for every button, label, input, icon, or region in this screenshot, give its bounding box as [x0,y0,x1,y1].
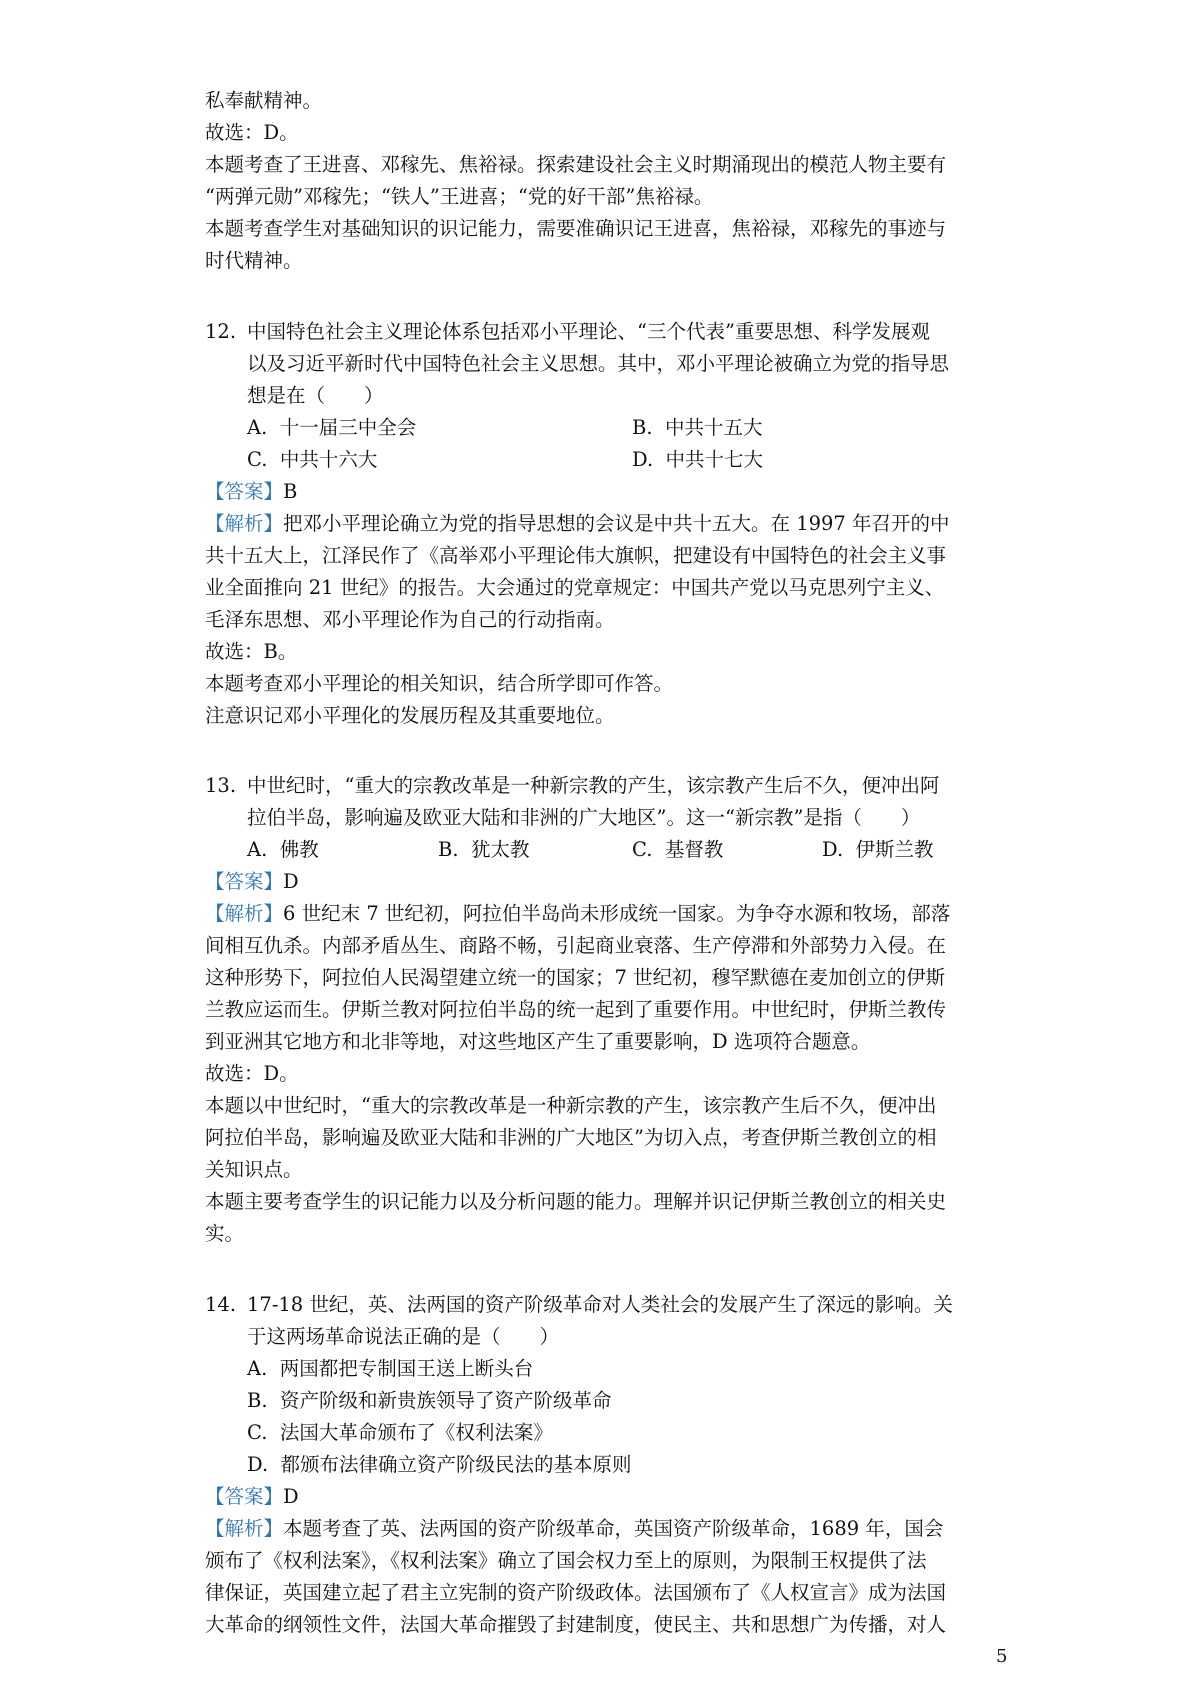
analysis-tag: 【解析】 [205,512,284,535]
q13-analysis-line: 实。 [205,1222,245,1245]
q12-option-a: A. 十一届三中全会 [247,416,417,439]
q12-option-b: B. 中共十五大 [632,416,763,439]
q14-option-b: B. 资产阶级和新贵族领导了资产阶级革命 [247,1389,612,1412]
q14-answer: 【答案】D [205,1485,299,1508]
analysis-tag: 【解析】 [205,902,284,925]
q12-option-d: D. 中共十七大 [632,448,764,471]
q12-analysis-line: 共十五大上，江泽民作了《高举邓小平理论伟大旗帜，把建设有中国特色的社会主义事 [205,544,947,567]
q14-analysis-line: 颁布了《权利法案》，《权利法案》确立了国会权力至上的原则，为限制王权提供了法 [205,1549,927,1572]
q13-analysis-line: 【解析】6 世纪末 7 世纪初，阿拉伯半岛尚未形成统一国家。为争夺水源和牧场，部落 [205,902,951,925]
q13-analysis-line: 阿拉伯半岛，影响遍及欧亚大陆和非洲的广大地区”为切入点，考查伊斯兰教创立的相 [205,1126,937,1149]
q13-stem-line: 拉伯半岛，影响遍及欧亚大陆和非洲的广大地区”。这一“新宗教”是指（ ） [247,806,921,829]
q14-number: 14. [205,1293,237,1316]
q13-number: 13. [205,774,237,797]
q13-analysis-line: 间相互仇杀。内部矛盾丛生、商路不畅，引起商业衰落、生产停滞和外部势力入侵。在 [205,934,947,957]
q14-analysis-line: 律保证，英国建立起了君主立宪制的资产阶级政体。法国颁布了《人权宣言》成为法国 [205,1581,947,1604]
q13-option-a: A. 佛教 [247,838,319,861]
q13-analysis-line: 故选：D。 [205,1062,299,1085]
q12-analysis-line: 业全面推向 21 世纪》的报告。大会通过的党章规定：中国共产党以马克思列宁主义、 [205,576,945,599]
q12-analysis-line: 注意识记邓小平理化的发展历程及其重要地位。 [205,704,615,727]
q12-analysis-line: 【解析】把邓小平理论确立为党的指导思想的会议是中共十五大。在 1997 年召开的中 [205,512,950,535]
q13-analysis-line: 到亚洲其它地方和北非等地，对这些地区产生了重要影响，D 选项符合题意。 [205,1030,871,1053]
q14-option-a: A. 两国都把专制国王送上断头台 [247,1357,534,1380]
answer-tag: 【答案】 [205,480,284,503]
q12-stem-line: 中国特色社会主义理论体系包括邓小平理论、“三个代表”重要思想、科学发展观 [247,320,930,343]
q13-answer: 【答案】D [205,870,299,893]
q13-option-d: D. 伊斯兰教 [822,838,934,861]
q13-option-b: B. 犹太教 [438,838,530,861]
q12-answer: 【答案】B [205,480,298,503]
q14-option-c: C. 法国大革命颁布了《权利法案》 [247,1421,553,1444]
q13-analysis-line: 本题主要考查学生的识记能力以及分析问题的能力。理解并识记伊斯兰教创立的相关史 [205,1190,947,1213]
analysis-tag: 【解析】 [205,1517,284,1540]
q14-analysis-line: 大革命的纲领性文件，法国大革命摧毁了封建制度，使民主、共和思想广为传播，对人 [205,1613,947,1636]
q14-option-d: D. 都颁布法律确立资产阶级民法的基本原则 [247,1453,632,1476]
intro-line: 本题考查了王进喜、邓稼先、焦裕禄。探索建设社会主义时期涌现出的模范人物主要有 [205,153,947,176]
q14-stem-line: 于这两场革命说法正确的是（ ） [247,1325,560,1348]
q13-analysis-line: 这种形势下，阿拉伯人民渴望建立统一的国家；7 世纪初，穆罕默德在麦加创立的伊斯 [205,966,946,989]
q12-analysis-line: 毛泽东思想、邓小平理论作为自己的行动指南。 [205,608,615,631]
q13-analysis-line: 本题以中世纪时，“重大的宗教改革是一种新宗教的产生，该宗教产生后不久，便冲出 [205,1094,937,1117]
q12-analysis-line: 本题考查邓小平理论的相关知识，结合所学即可作答。 [205,672,674,695]
page-number: 5 [996,1646,1008,1667]
q14-analysis-line: 【解析】本题考查了英、法两国的资产阶级革命，英国资产阶级革命，1689 年，国会 [205,1517,944,1540]
q13-analysis-line: 兰教应运而生。伊斯兰教对阿拉伯半岛的统一起到了重要作用。中世纪时，伊斯兰教传 [205,998,947,1021]
q12-analysis-line: 故选：B。 [205,640,298,663]
answer-tag: 【答案】 [205,1485,284,1508]
q12-stem-line: 想是在（ ） [247,384,384,407]
q12-number: 12. [205,320,237,343]
intro-line: 时代精神。 [205,249,303,272]
intro-line: 私奉献精神。 [205,89,323,112]
q12-option-c: C. 中共十六大 [247,448,378,471]
q13-option-c: C. 基督教 [632,838,724,861]
q13-stem-line: 中世纪时，“重大的宗教改革是一种新宗教的产生，该宗教产生后不久，便冲出阿 [247,774,940,797]
q14-stem-line: 17-18 世纪，英、法两国的资产阶级革命对人类社会的发展产生了深远的影响。关 [247,1293,953,1316]
q12-stem-line: 以及习近平新时代中国特色社会主义思想。其中，邓小平理论被确立为党的指导思 [247,352,950,375]
intro-line: 本题考查学生对基础知识的识记能力，需要准确识记王进喜，焦裕禄，邓稼先的事迹与 [205,217,947,240]
answer-tag: 【答案】 [205,870,284,893]
intro-line: 故选：D。 [205,121,299,144]
intro-line: “两弹元勋”邓稼先；“铁人”王进喜；“党的好干部”焦裕禄。 [205,185,714,208]
q13-analysis-line: 关知识点。 [205,1158,303,1181]
